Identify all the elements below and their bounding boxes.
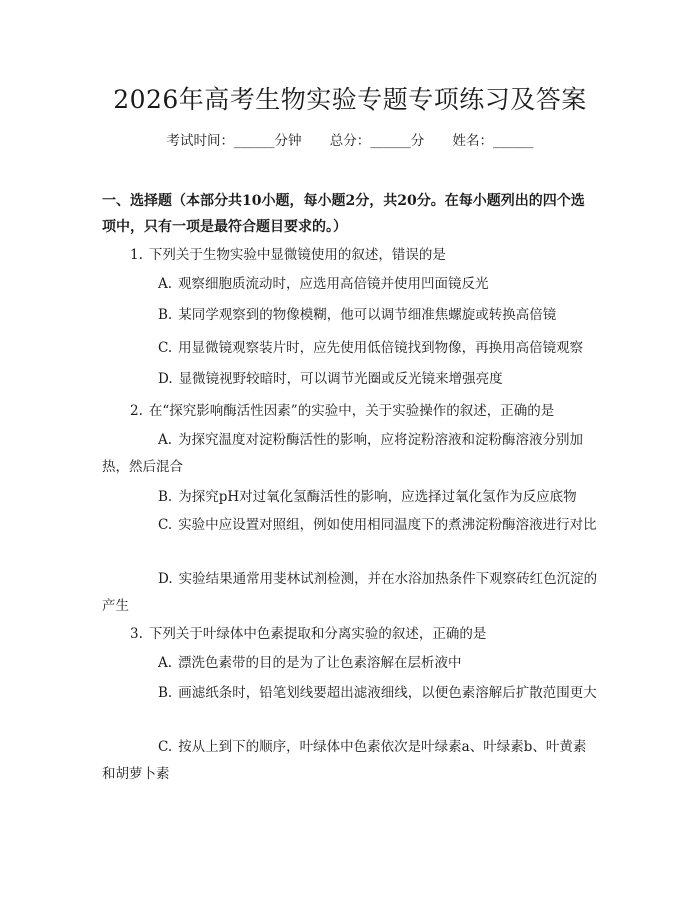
option-text: 某同学观察到的物像模糊，他可以调节细准焦螺旋或转换高倍镜	[178, 307, 557, 323]
question-3-option-a	[102, 650, 598, 677]
question-1-option-c	[102, 335, 598, 362]
section-heading: 一、选择题（本部分共10小题，每小题2分，共20分。在每小题列出的四个选项中，只有一项是最符合题目要求的。）	[102, 193, 585, 235]
exam-meta	[0, 131, 700, 151]
question-1-option-b	[102, 302, 598, 329]
option-text: 为探究温度对淀粉酶活性的影响，应将淀粉溶液和淀粉酶溶液分别加热，然后混合	[102, 432, 584, 475]
question-2-option-a	[102, 427, 598, 481]
option-letter: D.	[158, 571, 173, 587]
option-text: 显微镜视野较暗时，可以调节光圈或反光镜来增强亮度	[178, 371, 503, 387]
question-1	[130, 245, 600, 265]
option-text: 观察细胞质流动时，应选用高倍镜并使用凹面镜反光	[178, 276, 489, 292]
option-text: 漂洗色素带的目的是为了让色素溶解在层析液中	[178, 655, 462, 671]
option-letter: C.	[158, 340, 173, 356]
option-letter: B.	[158, 489, 173, 505]
option-text: 为探究pH对过氧化氢酶活性的影响，应选择过氧化氢作为反应底物	[178, 489, 577, 505]
question-3	[130, 624, 600, 644]
exam-time-field: 考试时间：______分钟	[166, 133, 302, 149]
question-1-option-d	[102, 366, 598, 393]
option-letter: B.	[158, 685, 173, 701]
question-3-option-b	[102, 680, 598, 707]
option-letter: A.	[158, 276, 173, 292]
option-letter: A.	[158, 655, 173, 671]
option-letter: B.	[158, 307, 173, 323]
question-2-option-d	[102, 566, 598, 620]
question-stem: 下列关于叶绿体中色素提取和分离实验的叙述，正确的是	[148, 626, 487, 642]
option-text: 按从上到下的顺序，叶绿体中色素依次是叶绿素a、叶绿素b、叶黄素和胡萝卜素	[102, 739, 587, 782]
question-2-option-b	[102, 484, 598, 511]
option-text: 实验中应设置对照组，例如使用相同温度下的煮沸淀粉酶溶液进行对比	[178, 517, 597, 533]
question-number: 2.	[130, 403, 143, 419]
option-text: 用显微镜观察装片时，应先使用低倍镜找到物像，再换用高倍镜观察	[178, 340, 584, 356]
question-stem: 在“探究影响酶活性因素”的实验中，关于实验操作的叙述，正确的是	[148, 403, 555, 419]
option-letter: A.	[158, 432, 173, 448]
question-2-option-c	[102, 512, 598, 539]
option-text: 实验结果通常用斐林试剂检测，并在水浴加热条件下观察砖红色沉淀的产生	[102, 571, 598, 614]
option-letter: C.	[158, 517, 173, 533]
question-2	[130, 401, 600, 421]
question-number: 3.	[130, 626, 143, 642]
total-score-field: 总分：______分	[329, 133, 425, 149]
question-3-option-c	[102, 734, 598, 788]
page-title: 2026年高考生物实验专题专项练习及答案	[113, 85, 587, 114]
option-letter: D.	[158, 371, 173, 387]
question-number: 1.	[130, 247, 143, 263]
option-text: 画滤纸条时，铅笔划线要超出滤液细线，以便色素溶解后扩散范围更大	[178, 685, 597, 701]
option-letter: C.	[158, 739, 173, 755]
student-name-field: 姓名：______	[452, 133, 534, 149]
question-1-option-a	[102, 271, 598, 298]
question-stem: 下列关于生物实验中显微镜使用的叙述，错误的是	[148, 247, 446, 263]
